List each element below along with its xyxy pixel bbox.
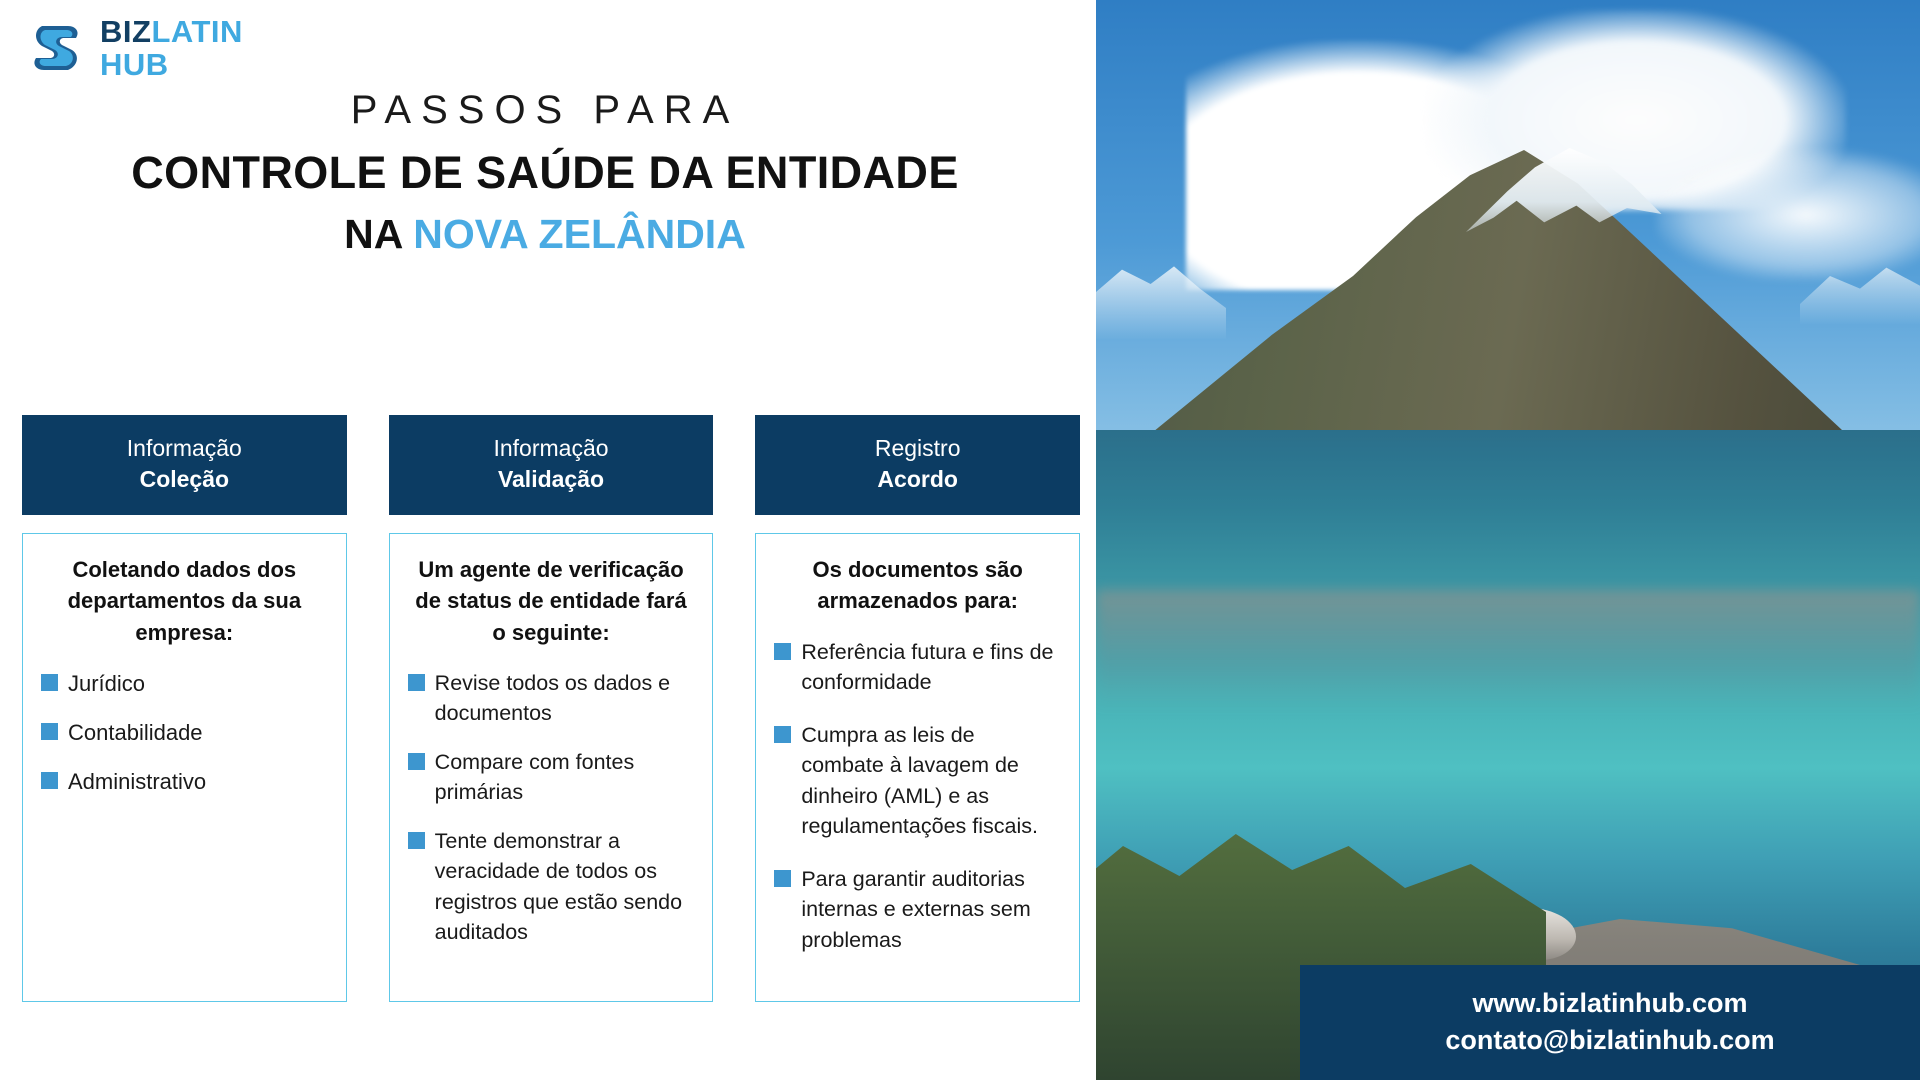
bullet-square-icon [774,726,791,743]
lake-sediment-band [1096,590,1920,710]
list-item [41,717,328,748]
cloud-shape [1656,150,1920,280]
step-2-header-top: Informação [493,435,609,461]
list-item [408,826,695,948]
step-2-intro: Um agente de verificação de status de entidade fará o seguinte: [415,557,687,645]
bullet-square-icon [408,753,425,770]
step-3-header-top: Registro [874,435,961,461]
bullet-square-icon [408,674,425,691]
step-2-item-2: Compare com fontes primárias [434,749,635,805]
bullet-square-icon [774,643,791,660]
list-item [774,720,1061,842]
bullet-square-icon [41,772,58,789]
brand-logo[interactable] [28,16,243,81]
step-1-header-bottom: Coleção [139,466,230,493]
mountain-lake-photo [1096,0,1920,1080]
step-column-2 [389,415,714,1002]
list-item [41,766,328,797]
bullet-square-icon [408,832,425,849]
step-3-intro: Os documentos são armazenados para: [812,557,1023,614]
list-item [41,668,328,699]
step-1-bullets [41,668,328,798]
step-3-item-3: Para garantir auditorias internas e externas sem problemas [801,866,1031,952]
step-2-header-bottom: Validação [497,466,605,493]
title-line-2: CONTROLE DE SAÚDE DA ENTIDADE [131,147,959,198]
steps-columns [22,415,1080,1002]
contact-website[interactable]: www.bizlatinhub.com [1472,988,1748,1019]
step-2-header [389,415,714,515]
list-item [408,668,695,729]
logo-latin: LATIN [151,14,243,49]
title-line-3-accent: NOVA ZELÂNDIA [413,211,746,257]
step-1-item-2: Contabilidade [68,720,203,746]
title-line-3-prefix: NA [344,211,414,257]
step-3-bullets [774,637,1061,956]
title-line-3 [0,211,1090,258]
step-2-bullets [408,668,695,948]
step-3-body [755,533,1080,1002]
step-3-header-bottom: Acordo [877,466,958,493]
step-column-1 [22,415,347,1002]
logo-hub: HUB [100,46,169,82]
bullet-square-icon [774,870,791,887]
title-line-1: PASSOS PARA [350,88,740,132]
step-1-body [22,533,347,1002]
bizlatinhub-logo-icon [28,20,86,78]
list-item [774,637,1061,698]
step-1-item-1: Jurídico [68,670,146,696]
list-item [408,747,695,808]
step-1-item-3: Administrativo [68,769,207,795]
step-2-item-1: Revise todos os dados e documentos [434,670,671,726]
step-column-3 [755,415,1080,1002]
bullet-square-icon [41,723,58,740]
bullet-square-icon [41,674,58,691]
step-1-intro: Coletando dados dos departamentos da sua empresa: [67,557,302,645]
step-1-header-top: Informação [126,435,242,461]
step-3-header [755,415,1080,515]
step-2-body [389,533,714,1002]
list-item [774,864,1061,956]
step-1-header [22,415,347,515]
page-title [0,88,1090,258]
step-3-item-1: Referência futura e fins de conformidade [801,639,1054,695]
contact-email[interactable]: contato@bizlatinhub.com [1445,1024,1775,1055]
step-3-item-2: Cumpra as leis de combate à lavagem de dinheiro (AML) e as regulamentações fiscais. [801,722,1038,839]
logo-biz: BIZ [100,14,152,49]
logo-wordmark [100,16,243,81]
step-2-item-3: Tente demonstrar a veracidade de todos os registros que estão sendo auditados [434,828,683,945]
contact-box [1300,965,1920,1080]
